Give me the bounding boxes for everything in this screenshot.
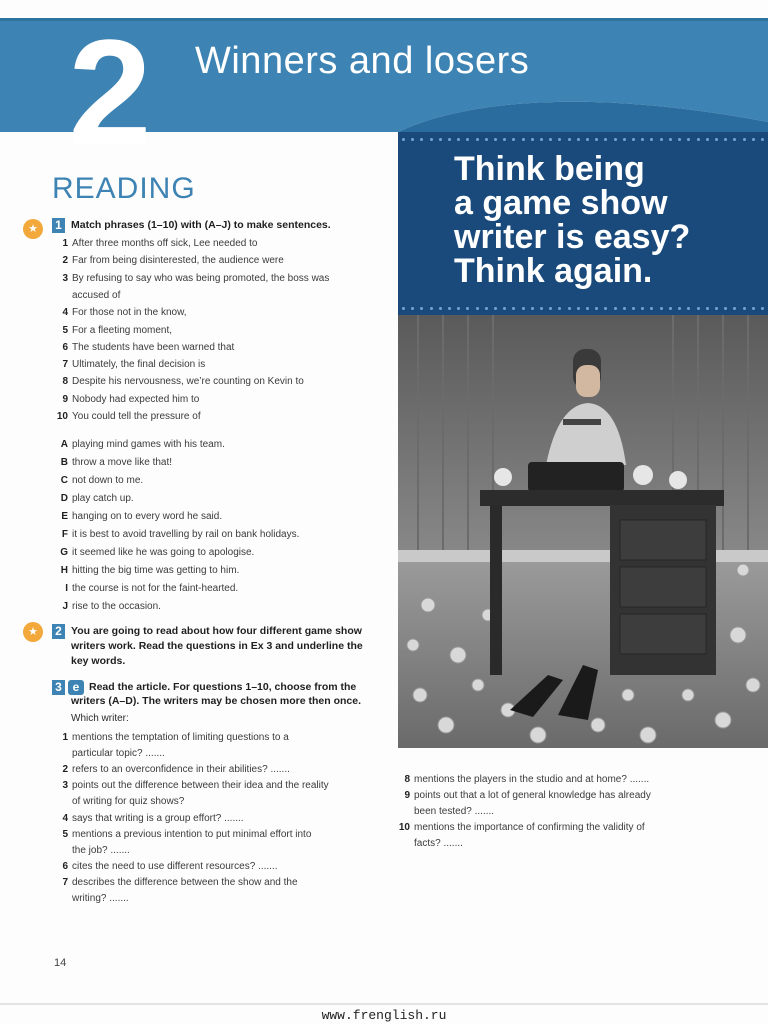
list-item xyxy=(54,306,374,320)
dot-ornament xyxy=(577,138,580,141)
dot-ornament xyxy=(549,138,552,141)
article-title-line-1: Think being xyxy=(454,150,645,188)
item-text: For those not in the know, xyxy=(72,307,187,319)
exercise-3-number: 3 xyxy=(52,680,65,695)
item-number: 7 xyxy=(62,876,68,888)
article-title-line-2: a game show xyxy=(454,184,668,222)
dot-ornament xyxy=(531,307,534,310)
item-number: 6 xyxy=(62,341,68,353)
item-number: 1 xyxy=(62,732,68,743)
dot-ornament xyxy=(641,307,644,310)
item-text: Far from being disinterested, the audience were xyxy=(72,255,284,267)
dot-ornament xyxy=(503,138,506,141)
article-title-box xyxy=(398,132,768,315)
item-number: B xyxy=(60,457,68,468)
list-item xyxy=(396,773,726,787)
dot-ornament xyxy=(420,138,423,141)
list-item xyxy=(54,375,374,389)
dot-ornament xyxy=(660,307,663,310)
list-item xyxy=(396,821,726,835)
dot-ornament xyxy=(650,138,653,141)
dot-ornament xyxy=(706,138,709,141)
dot-ornament xyxy=(457,138,460,141)
dot-ornament xyxy=(402,307,405,310)
item-number: 10 xyxy=(56,411,68,422)
dot-ornament xyxy=(752,138,755,141)
item-text: The students have been warned that xyxy=(72,341,235,353)
list-item xyxy=(54,272,374,286)
item-number: 9 xyxy=(404,790,410,802)
dot-ornament xyxy=(430,138,433,141)
dot-ornament xyxy=(485,307,488,310)
list-item xyxy=(54,546,374,560)
list-item xyxy=(54,582,374,596)
dot-ornament xyxy=(420,307,423,310)
item-number: F xyxy=(61,529,68,540)
item-number: C xyxy=(60,475,68,486)
item-text: facts? ....... xyxy=(414,838,463,850)
article-title-line-4: Think again. xyxy=(454,252,653,290)
item-text: For a fleeting moment, xyxy=(72,324,173,336)
dot-ornament xyxy=(522,138,525,141)
dot-ornament xyxy=(586,138,589,141)
dot-ornament xyxy=(604,307,607,310)
dot-ornament xyxy=(448,307,451,310)
dot-ornament xyxy=(549,307,552,310)
list-item xyxy=(54,393,374,407)
dotted-border-bottom xyxy=(398,307,768,313)
dot-ornament xyxy=(678,307,681,310)
item-text: By refusing to say who was being promoted, the boss was xyxy=(72,272,330,284)
list-item xyxy=(396,837,726,851)
dot-ornament xyxy=(586,307,589,310)
writer-at-desk-photo xyxy=(398,315,768,748)
dot-ornament xyxy=(724,307,727,310)
list-item xyxy=(54,456,374,470)
dot-ornament xyxy=(402,138,405,141)
article-title-line-3: writer is easy? xyxy=(454,218,691,256)
dot-ornament xyxy=(733,138,736,141)
item-number: A xyxy=(60,439,68,450)
item-text: rise to the occasion. xyxy=(72,601,161,612)
item-text: Ultimately, the final decision is xyxy=(72,359,206,371)
item-text: hitting the big time was getting to him. xyxy=(72,565,240,576)
dot-ornament xyxy=(531,138,534,141)
dot-ornament xyxy=(476,138,479,141)
chapter-title: Winners and losers xyxy=(195,40,530,82)
item-text: hanging on to every word he said. xyxy=(72,511,223,522)
item-number: D xyxy=(60,493,68,504)
list-item xyxy=(54,341,374,355)
item-text: it seemed like he was going to apologise. xyxy=(72,547,255,558)
dot-ornament xyxy=(457,307,460,310)
exercise-2-instruction-line-1: You are going to read about how four different game show xyxy=(71,625,362,637)
item-text: accused of xyxy=(72,289,121,301)
list-item xyxy=(54,779,384,793)
item-number: J xyxy=(62,601,68,612)
exercise-2-number: 2 xyxy=(52,624,65,639)
item-text: mentions the temptation of limiting questions to a xyxy=(72,732,289,743)
dot-ornament xyxy=(439,138,442,141)
dot-ornament xyxy=(733,307,736,310)
item-text: Nobody had expected him to xyxy=(72,393,200,405)
item-number: 4 xyxy=(62,812,68,824)
dot-ornament xyxy=(411,138,414,141)
item-text: throw a move like that! xyxy=(72,457,173,468)
item-text: play catch up. xyxy=(72,493,134,504)
dot-ornament xyxy=(466,138,469,141)
dot-ornament xyxy=(752,307,755,310)
footer-url: www.frenglish.ru xyxy=(321,1008,447,1023)
dot-ornament xyxy=(448,138,451,141)
item-text: refers to an overconfidence in their abilities? ....... xyxy=(72,764,290,776)
item-text: cites the need to use different resources? ....... xyxy=(72,860,278,872)
item-text: the course is not for the faint-hearted. xyxy=(72,583,239,594)
item-text: writing? ....... xyxy=(72,893,129,904)
dot-ornament xyxy=(439,307,442,310)
item-number: 8 xyxy=(62,376,68,388)
dot-ornament xyxy=(494,307,497,310)
dot-ornament xyxy=(595,307,598,310)
dotted-border-top xyxy=(398,138,768,144)
list-item xyxy=(54,528,374,542)
dot-ornament xyxy=(743,307,746,310)
dot-ornament xyxy=(614,307,617,310)
dot-ornament xyxy=(687,307,690,310)
dot-ornament xyxy=(503,307,506,310)
dot-ornament xyxy=(466,307,469,310)
dot-ornament xyxy=(761,138,764,141)
dot-ornament xyxy=(724,138,727,141)
dot-ornament xyxy=(706,307,709,310)
chapter-number: 2 xyxy=(68,8,152,176)
dot-ornament xyxy=(641,138,644,141)
e-book-icon: e xyxy=(68,680,84,695)
dot-ornament xyxy=(623,138,626,141)
exercise-3-instruction-line-1: Read the article. For questions 1–10, choose from the xyxy=(89,681,357,693)
dot-ornament xyxy=(540,307,543,310)
item-number: 1 xyxy=(62,238,68,249)
item-number: 2 xyxy=(62,764,68,776)
item-number: 5 xyxy=(62,324,68,336)
item-text: the job? ....... xyxy=(72,844,130,856)
list-item xyxy=(54,474,374,488)
list-item xyxy=(54,289,374,303)
dot-ornament xyxy=(604,138,607,141)
exercise-3-instruction-line-2: writers (A–D). The writers may be chosen more then once. xyxy=(71,695,361,707)
page-number: 14 xyxy=(54,957,67,969)
list-item xyxy=(54,358,374,372)
dot-ornament xyxy=(614,138,617,141)
star-icon: ★ xyxy=(23,219,43,239)
item-text: points out that a lot of general knowledge has already xyxy=(414,790,651,802)
item-number: 3 xyxy=(62,272,68,284)
list-item xyxy=(396,805,726,819)
list-item xyxy=(54,876,384,890)
dot-ornament xyxy=(476,307,479,310)
exercise-2-instruction-line-3: key words. xyxy=(71,655,126,667)
dot-ornament xyxy=(678,138,681,141)
item-text: After three months off sick, Lee needed to xyxy=(72,238,258,249)
item-text: mentions the players in the studio and at home? ....... xyxy=(414,774,650,785)
list-item xyxy=(54,324,374,338)
dot-ornament xyxy=(568,307,571,310)
dot-ornament xyxy=(623,307,626,310)
list-item xyxy=(54,747,384,761)
dot-ornament xyxy=(558,307,561,310)
dot-ornament xyxy=(512,138,515,141)
dot-ornament xyxy=(632,138,635,141)
item-number: 9 xyxy=(62,393,68,405)
dot-ornament xyxy=(697,138,700,141)
dot-ornament xyxy=(650,307,653,310)
item-text: mentions the importance of confirming the validity of xyxy=(414,822,645,834)
item-number: 7 xyxy=(62,359,68,371)
item-text: mentions a previous intention to put minimal effort into xyxy=(72,828,312,840)
dot-ornament xyxy=(697,307,700,310)
dot-ornament xyxy=(715,138,718,141)
list-item xyxy=(54,892,384,906)
list-item xyxy=(54,828,384,842)
dot-ornament xyxy=(577,307,580,310)
dot-ornament xyxy=(743,138,746,141)
item-number: I xyxy=(65,583,68,594)
list-item xyxy=(54,492,374,506)
list-item xyxy=(54,795,384,809)
dot-ornament xyxy=(632,307,635,310)
list-item xyxy=(396,789,726,803)
dot-ornament xyxy=(512,307,515,310)
item-number: 3 xyxy=(62,780,68,792)
item-number: 4 xyxy=(62,307,68,319)
item-number: G xyxy=(60,547,68,558)
dot-ornament xyxy=(540,138,543,141)
dot-ornament xyxy=(687,138,690,141)
item-text: not down to me. xyxy=(72,475,144,486)
list-item xyxy=(54,510,374,524)
list-item xyxy=(54,237,374,251)
which-writer-label: Which writer: xyxy=(71,713,129,724)
dot-ornament xyxy=(660,138,663,141)
item-text: You could tell the pressure of xyxy=(72,411,201,422)
item-number: 8 xyxy=(404,774,410,785)
exercise-1-instruction: Match phrases (1–10) with (A–J) to make sentences. xyxy=(71,219,331,231)
dot-ornament xyxy=(494,138,497,141)
dot-ornament xyxy=(558,138,561,141)
dot-ornament xyxy=(669,138,672,141)
footer-divider xyxy=(0,1003,768,1005)
dot-ornament xyxy=(568,138,571,141)
list-item xyxy=(54,731,384,745)
dot-ornament xyxy=(761,307,764,310)
dot-ornament xyxy=(715,307,718,310)
dot-ornament xyxy=(595,138,598,141)
dot-ornament xyxy=(411,307,414,310)
dot-ornament xyxy=(485,138,488,141)
item-number: 10 xyxy=(398,822,410,834)
item-number: H xyxy=(60,565,68,576)
exercise-1-number: 1 xyxy=(52,218,65,233)
dot-ornament xyxy=(669,307,672,310)
list-item xyxy=(54,410,374,424)
item-number: 6 xyxy=(62,860,68,872)
star-icon: ★ xyxy=(23,622,43,642)
list-item xyxy=(54,812,384,826)
list-item xyxy=(54,860,384,874)
list-item xyxy=(54,600,374,614)
item-text: of writing for quiz shows? xyxy=(72,796,185,808)
list-item xyxy=(54,763,384,777)
dot-ornament xyxy=(522,307,525,310)
list-item xyxy=(54,564,374,578)
item-number: E xyxy=(61,511,68,522)
item-text: says that writing is a group effort? ....... xyxy=(72,812,244,824)
list-item xyxy=(54,254,374,268)
list-item xyxy=(54,844,384,858)
item-number: 2 xyxy=(62,255,68,267)
item-number: 5 xyxy=(62,828,68,840)
item-text: been tested? ....... xyxy=(414,806,495,818)
section-heading: READING xyxy=(52,172,196,205)
item-text: playing mind games with his team. xyxy=(72,439,225,450)
item-text: points out the difference between their idea and the reality xyxy=(72,780,329,792)
item-text: it is best to avoid travelling by rail on bank holidays. xyxy=(72,529,300,540)
exercise-2-instruction-line-2: writers work. Read the questions in Ex 3 and underline the xyxy=(71,640,363,652)
item-text: Despite his nervousness, we’re counting on Kevin to xyxy=(72,376,304,388)
dot-ornament xyxy=(430,307,433,310)
item-text: particular topic? ....... xyxy=(72,748,165,760)
article-title xyxy=(454,152,754,288)
item-text: describes the difference between the show and the xyxy=(72,876,298,888)
list-item xyxy=(54,438,374,452)
